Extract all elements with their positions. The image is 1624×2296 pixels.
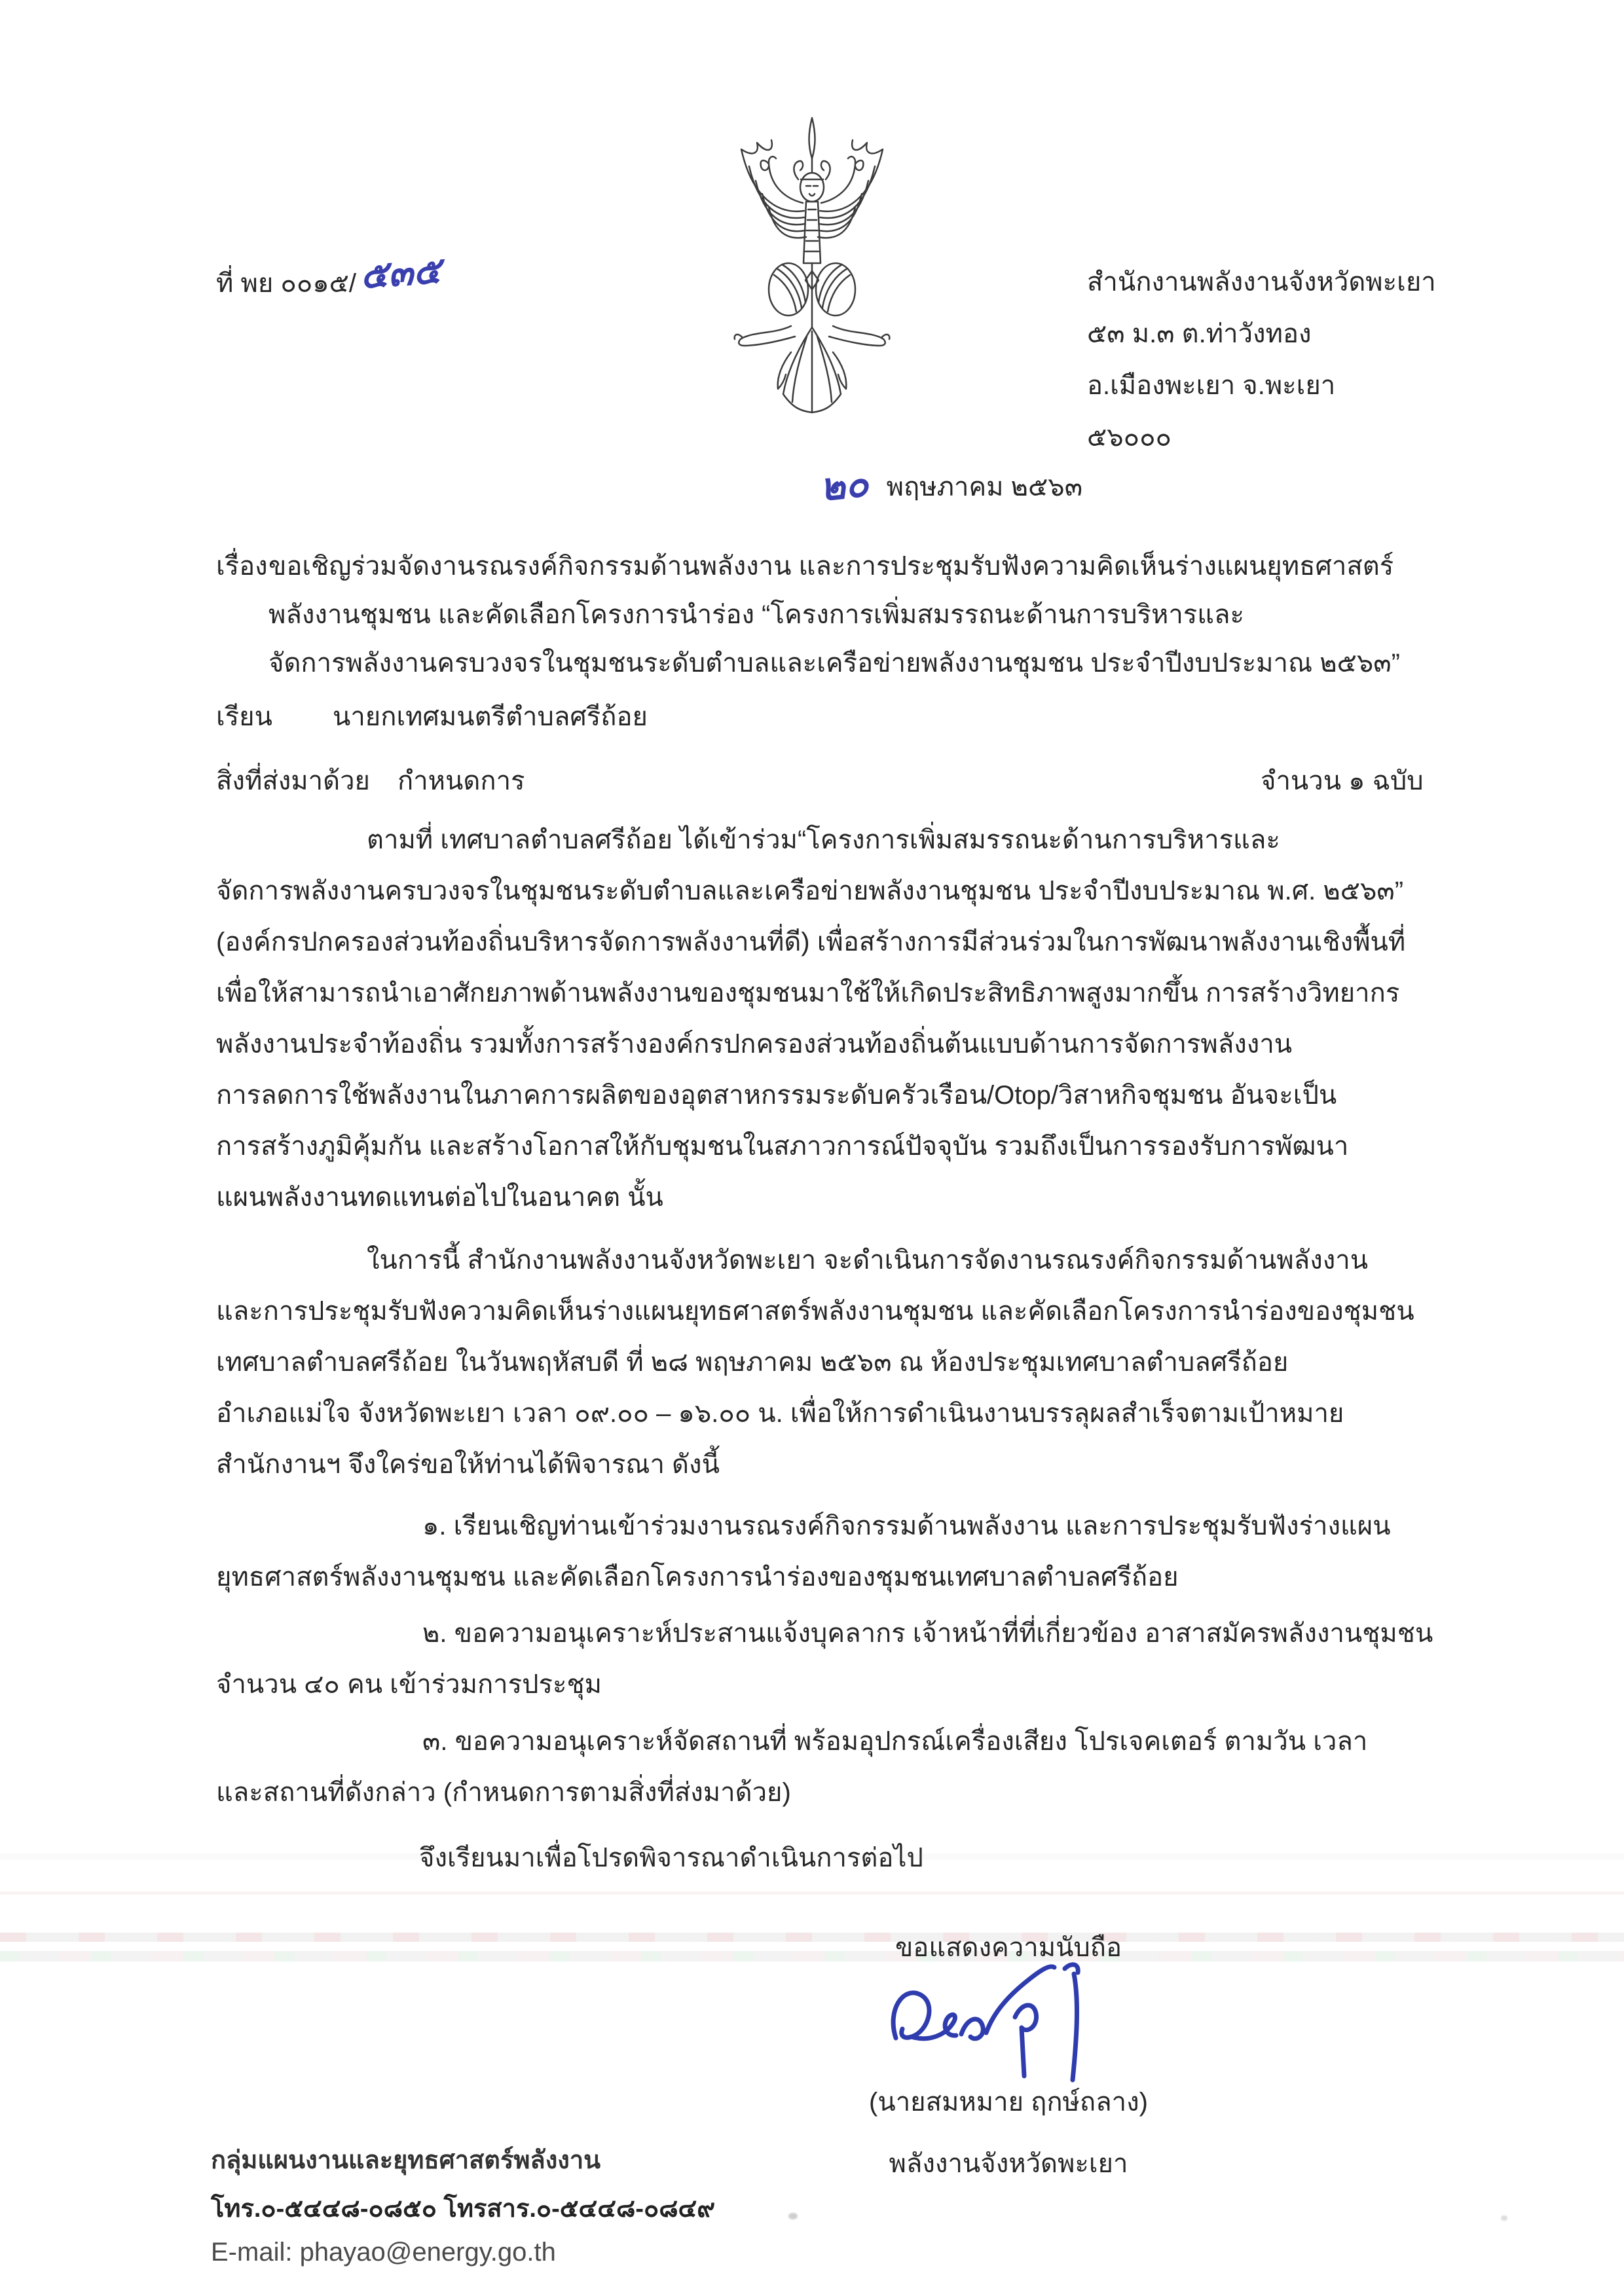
signer-position: พลังงานจังหวัดพะเยา [889, 2149, 1128, 2178]
body-line: เพื่อให้สามารถนำเอาศักยภาพด้านพลังงานของชุมชนมาใช้ให้เกิดประสิทธิภาพสูงมากขึ้น การสร้างวิทยากร [216, 979, 1400, 1008]
body-line: และการประชุมรับฟังความคิดเห็นร่างแผนยุทธศาสตร์พลังงานชุมชน และคัดเลือกโครงการนำร่องของชุมชน [216, 1297, 1414, 1326]
handwritten-reference-number: ๕๓๕ [358, 248, 443, 298]
body-line: พลังงานประจำท้องถิ่น รวมทั้งการสร้างองค์กรปกครองส่วนท้องถิ่นต้นแบบด้านการจัดการพลังงาน [216, 1030, 1293, 1059]
body-line: ๑. เรียนเชิญท่านเข้าร่วมงานรณรงค์กิจกรรมด้านพลังงาน และการประชุมรับฟังร่างแผน [422, 1512, 1391, 1540]
scan-artifact-band [0, 1933, 1624, 1942]
body-line: เทศบาลตำบลศรีถ้อย ในวันพฤหัสบดี ที่ ๒๘ พฤษภาคม ๒๕๖๓ ณ ห้องประชุมเทศบาลตำบลศรีถ้อย [216, 1348, 1289, 1377]
body-line: และสถานที่ดังกล่าว (กำหนดการตามสิ่งที่ส่งมาด้วย) [216, 1778, 791, 1807]
body-line: ตามที่ เทศบาลตำบลศรีถ้อย ได้เข้าร่วม“โครงการเพิ่มสมรรถนะด้านการบริหารและ [367, 826, 1280, 854]
office-address-line1: ๕๓ ม.๓ ต.ท่าวังทอง [1087, 319, 1312, 348]
body-line: การสร้างภูมิคุ้มกัน และสร้างโอกาสให้กับชุมชนในสภาวการณ์ปัจจุบัน รวมถึงเป็นการรองรับการพัฒนา [216, 1132, 1349, 1161]
scan-speck [1501, 2215, 1507, 2221]
body-line: ๓. ขอความอนุเคราะห์จัดสถานที่ พร้อมอุปกรณ์เครื่องเสียง โปรเจคเตอร์ ตามวัน เวลา [422, 1727, 1368, 1756]
date-month-year: พฤษภาคม ๒๕๖๓ [886, 473, 1083, 501]
body-line: สำนักงานฯ จึงใคร่ขอให้ท่านได้พิจารณา ดังนี้ [216, 1450, 720, 1479]
body-line: จำนวน ๔๐ คน เข้าร่วมการประชุม [216, 1670, 602, 1699]
request-item-1 [216, 1504, 1416, 1607]
signer-name: (นายสมหมาย ฤกษ์ถลาง) [869, 2088, 1148, 2117]
body-line: จัดการพลังงานครบวงจรในชุมชนระดับตำบลและเครือข่ายพลังงานชุมชน ประจำปีงบประมาณ พ.ศ. ๒๕๖๓” [216, 877, 1404, 905]
office-address-line2: อ.เมืองพะเยา จ.พะเยา [1087, 371, 1336, 400]
footer-department: กลุ่มแผนงานและยุทธศาสตร์พลังงาน [211, 2147, 601, 2174]
body-line: ๒. ขอความอนุเคราะห์ประสานแจ้งบุคลากร เจ้าหน้าที่ที่เกี่ยวข้อง อาสาสมัครพลังงานชุมชน [422, 1619, 1433, 1648]
footer-email: E-mail: phayao@energy.go.th [211, 2238, 556, 2267]
scan-speck [788, 2213, 798, 2219]
request-item-2 [216, 1612, 1433, 1714]
garuda-emblem-icon [714, 111, 910, 429]
handwritten-date-day: ๒๐ [817, 460, 871, 510]
subject-label: เรื่อง [216, 552, 268, 581]
addressee-name: นายกเทศมนตรีตำบลศรีถ้อย [333, 702, 648, 731]
addressee-label: เรียน [216, 702, 272, 731]
attachment-count: จำนวน ๑ ฉบับ [1261, 767, 1424, 795]
subject-text [268, 545, 1421, 690]
footer-phone-fax: โทร.๐-๕๔๔๘-๐๘๕๐ โทรสาร.๐-๕๔๔๘-๐๘๔๙ [211, 2195, 716, 2223]
office-address-block [1087, 261, 1436, 467]
office-name: สำนักงานพลังงานจังหวัดพะเยา [1087, 268, 1436, 297]
subject-line: จัดการพลังงานครบวงจรในชุมชนระดับตำบลและเครือข่ายพลังงานชุมชน ประจำปีงบประมาณ ๒๕๖๓” [268, 649, 1400, 678]
body-paragraph-1 [216, 818, 1416, 1227]
body-line: ในการนี้ สำนักงานพลังงานจังหวัดพะเยา จะดำเนินการจัดงานรณรงค์กิจกรรมด้านพลังงาน [367, 1246, 1369, 1275]
closing-line: จึงเรียนมาเพื่อโปรดพิจารณาดำเนินการต่อไป [419, 1844, 923, 1872]
body-line: แผนพลังงานทดแทนต่อไปในอนาคต นั้น [216, 1183, 663, 1212]
scan-artifact-band [0, 1891, 1624, 1895]
body-line: (องค์กรปกครองส่วนท้องถิ่นบริหารจัดการพลังงานที่ดี) เพื่อสร้างการมีส่วนร่วมในการพัฒนาพลังงานเชิงพื้นที่ [216, 928, 1406, 957]
subject-line: ขอเชิญร่วมจัดงานรณรงค์กิจกรรมด้านพลังงาน และการประชุมรับฟังความคิดเห็นร่างแผนยุทธศาสตร์ [268, 552, 1394, 581]
body-line: การลดการใช้พลังงานในภาคการผลิตของอุตสาหกรรมระดับครัวเรือน/Otop/วิสาหกิจชุมชน อันจะเป็น [216, 1081, 1337, 1110]
salutation: ขอแสดงความนับถือ [895, 1933, 1122, 1962]
attachment-label: สิ่งที่ส่งมาด้วย [216, 767, 370, 795]
date-line [817, 452, 1083, 513]
attachment-value: กำหนดการ [397, 767, 525, 795]
body-paragraph-2 [216, 1239, 1416, 1494]
body-line: อำเภอแม่ใจ จังหวัดพะเยา เวลา ๐๙.๐๐ – ๑๖.๐๐ น. เพื่อให้การดำเนินงานบรรลุผลสำเร็จตามเป้าหมาย [216, 1399, 1344, 1428]
subject-line: พลังงานชุมชน และคัดเลือกโครงการนำร่อง “โครงการเพิ่มสมรรถนะด้านการบริหารและ [268, 600, 1245, 629]
scan-artifact-band [0, 1951, 1624, 1961]
reference-number-label: ที่ พย ๐๐๑๕/ [216, 269, 357, 298]
reference-number-line [216, 250, 441, 308]
signature-scribble-icon [877, 1954, 1139, 2088]
office-postal-code: ๕๖๐๐๐ [1087, 423, 1172, 452]
request-item-3 [216, 1720, 1416, 1822]
body-line: ยุทธศาสตร์พลังงานชุมชน และคัดเลือกโครงการนำร่องของชุมชนเทศบาลตำบลศรีถ้อย [216, 1563, 1179, 1592]
